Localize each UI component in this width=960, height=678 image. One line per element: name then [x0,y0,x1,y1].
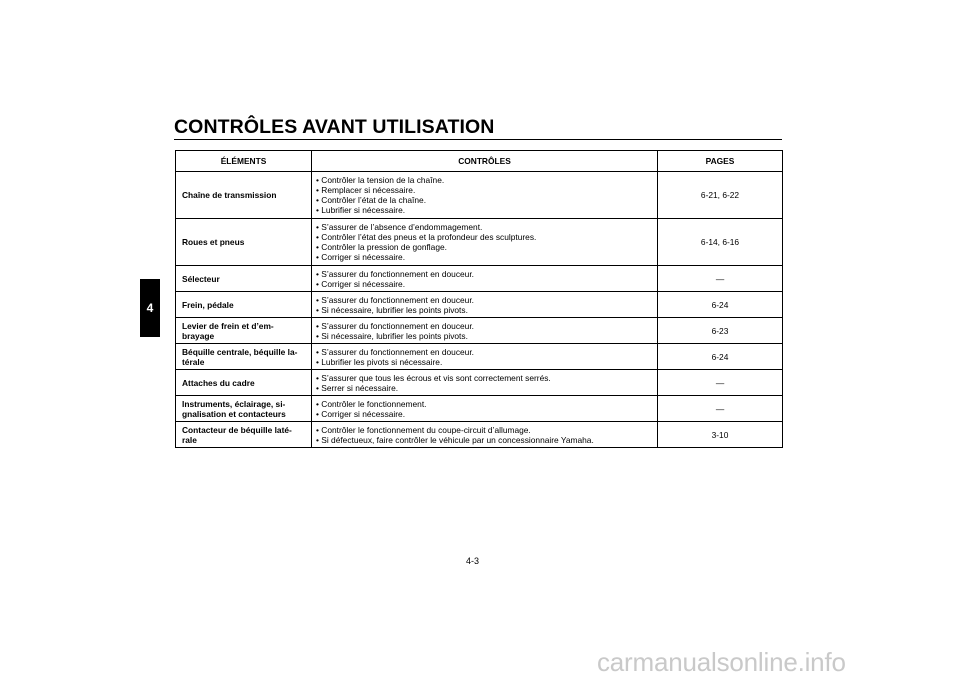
item-line: Levier de frein et d’em- [182,320,274,331]
table-row [176,219,783,266]
pre-operation-checks-table [175,150,783,448]
page-title: CONTRÔLES AVANT UTILISATION [174,116,495,138]
item-line: térale [182,356,205,367]
row-pages: 6-21, 6-22 [658,172,783,219]
check-bullet: • S’assurer que tous les écrous et vis sont correctement serrés. [316,373,653,383]
table-row [176,422,783,448]
check-bullet: • Serrer si nécessaire. [316,383,653,393]
check-bullet: • Si nécessaire, lubrifier les points pivots. [316,331,653,341]
item-line: Instruments, éclairage, si- [182,398,286,409]
check-bullet: • Contrôler le fonctionnement. [316,399,653,409]
watermark: carmanualsonline.info [597,647,846,677]
row-item [176,318,312,344]
check-bullet: • Corriger si nécessaire. [316,409,653,419]
check-bullet: • S’assurer du fonctionnement en douceur. [316,269,653,279]
check-bullet: • Si défectueux, faire contrôler le véhicule par un concessionnaire Yamaha. [316,435,653,445]
check-bullet: • Contrôler le fonctionnement du coupe-circuit d’allumage. [316,425,653,435]
row-item [176,422,312,448]
item-line: gnalisation et contacteurs [182,408,286,419]
table-header-row [176,151,783,172]
row-pages: 6-24 [658,292,783,318]
title-rule [174,139,782,140]
row-checks [312,172,658,219]
column-header-elements: ÉLÉMENTS [176,151,312,172]
row-item: Frein, pédale [176,292,312,318]
row-pages: — [658,396,783,422]
check-bullet: • Contrôler l’état des pneus et la profondeur des sculptures. [316,232,653,242]
table-row [176,344,783,370]
table-row [176,172,783,219]
table-row [176,396,783,422]
row-checks [312,292,658,318]
check-bullet: • Remplacer si nécessaire. [316,185,653,195]
row-checks [312,266,658,292]
column-header-controls: CONTRÔLES [312,151,658,172]
row-pages: 6-14, 6-16 [658,219,783,266]
check-bullet: • Contrôler l’état de la chaîne. [316,195,653,205]
check-bullet: • Corriger si nécessaire. [316,279,653,289]
check-bullet: • Si nécessaire, lubrifier les points pivots. [316,305,653,315]
column-header-pages: PAGES [658,151,783,172]
check-bullet: • S’assurer du fonctionnement en douceur. [316,321,653,331]
row-pages: — [658,266,783,292]
row-item: Roues et pneus [176,219,312,266]
row-item: Chaîne de transmission [176,172,312,219]
row-checks [312,396,658,422]
item-line: Contacteur de béquille laté- [182,424,292,435]
table-row [176,370,783,396]
table-row [176,318,783,344]
check-bullet: • Lubrifier les pivots si nécessaire. [316,357,653,367]
row-checks [312,344,658,370]
check-bullet: • Corriger si nécessaire. [316,252,653,262]
chapter-tab: 4 [140,279,160,337]
row-pages: 6-24 [658,344,783,370]
table-row [176,292,783,318]
row-item [176,344,312,370]
row-pages: 3-10 [658,422,783,448]
row-item: Sélecteur [176,266,312,292]
item-line: brayage [182,330,215,341]
row-checks [312,219,658,266]
item-line: Béquille centrale, béquille la- [182,346,298,357]
check-bullet: • S’assurer du fonctionnement en douceur. [316,347,653,357]
row-checks [312,370,658,396]
page-number: 4-3 [466,556,480,566]
row-item [176,396,312,422]
row-pages: — [658,370,783,396]
check-bullet: • S’assurer de l’absence d’endommagement. [316,222,653,232]
table-row [176,266,783,292]
check-bullet: • S’assurer du fonctionnement en douceur. [316,295,653,305]
check-bullet: • Contrôler la pression de gonflage. [316,242,653,252]
row-checks [312,318,658,344]
row-pages: 6-23 [658,318,783,344]
row-checks [312,422,658,448]
item-line: rale [182,434,197,445]
row-item: Attaches du cadre [176,370,312,396]
check-bullet: • Contrôler la tension de la chaîne. [316,175,653,185]
check-bullet: • Lubrifier si nécessaire. [316,205,653,215]
